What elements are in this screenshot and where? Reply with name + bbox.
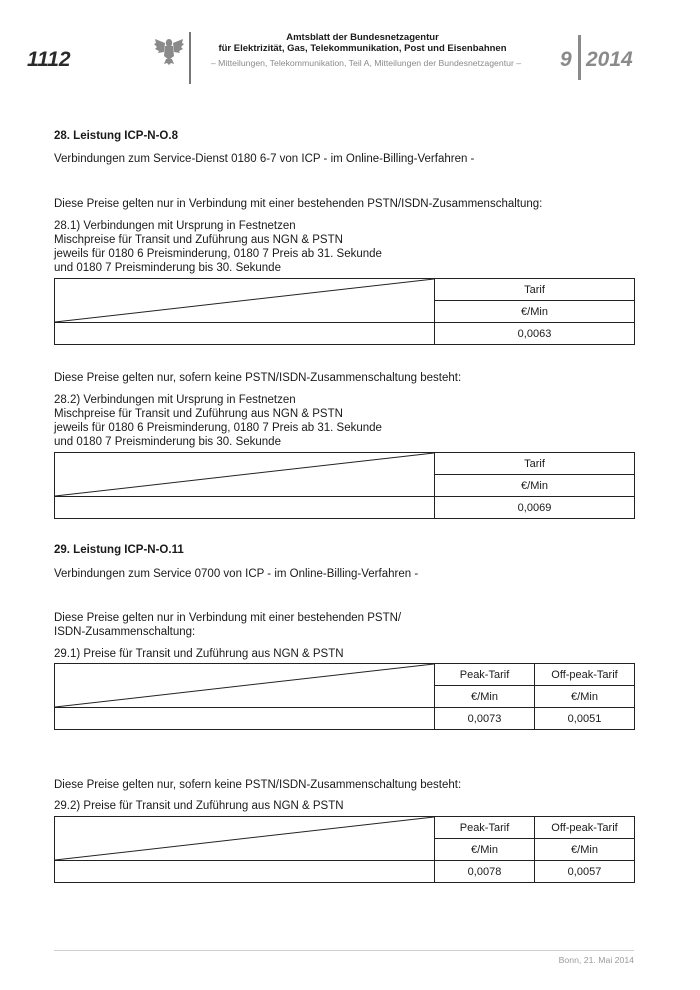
federal-eagle-icon [152, 32, 186, 66]
text-line: ISDN-Zusammenschaltung: [54, 626, 196, 638]
section29-description: Verbindungen zum Service 0700 von ICP - im Online-Billing-Verfahren - [54, 568, 419, 580]
section29-heading: 29. Leistung ICP-N-O.11 [54, 544, 184, 556]
peak-tariff-header: Peak-Tarif [435, 817, 535, 839]
section29-sub2-title: 29.2) Preise für Transit und Zuführung aus NGN & PSTN [54, 800, 344, 812]
diagonal-line [55, 664, 434, 707]
price-value: 0,0063 [435, 323, 635, 345]
journal-title-line2: für Elektrizität, Gas, Telekommunikation, Post und Eisenbahnen [218, 43, 507, 54]
text-line: jeweils für 0180 6 Preisminderung, 0180 7 Preis ab 31. Sekunde [54, 248, 382, 260]
tariff-header: Tarif [435, 279, 635, 301]
offpeak-price-value: 0,0057 [535, 861, 635, 883]
text-line: jeweils für 0180 6 Preisminderung, 0180 7 Preis ab 31. Sekunde [54, 422, 382, 434]
unit-cell: €/Min [435, 475, 635, 497]
peak-price-value: 0,0078 [435, 861, 535, 883]
text-line: und 0180 7 Preisminderung bis 30. Sekunde [54, 436, 281, 448]
price-table-29-2 [54, 816, 635, 883]
section28-note2: Diese Preise gelten nur, sofern keine PSTN/ISDN-Zusammenschaltung besteht: [54, 372, 462, 384]
diagonal-line [55, 279, 434, 322]
text-line: Mischpreise für Transit und Zuführung aus NGN & PSTN [54, 408, 343, 420]
diagonal-header-cell [55, 817, 435, 861]
diagonal-header-cell [55, 453, 435, 497]
price-table-28-2 [54, 452, 635, 519]
tariff-header: Tarif [435, 453, 635, 475]
journal-subtitle: – Mitteilungen, Telekommunikation, Teil A, Mitteilungen der Bundesnetzagentur – [210, 58, 522, 68]
section28-heading: 28. Leistung ICP-N-O.8 [54, 130, 178, 142]
peak-price-value: 0,0073 [435, 708, 535, 730]
empty-label-cell [55, 497, 435, 519]
diagonal-line [55, 817, 434, 860]
journal-title [200, 32, 525, 54]
text-line: Mischpreise für Transit und Zuführung aus NGN & PSTN [54, 234, 343, 246]
unit-cell: €/Min [435, 686, 535, 708]
empty-label-cell [55, 708, 435, 730]
section28-sub1-text [54, 219, 382, 275]
text-line: und 0180 7 Preisminderung bis 30. Sekunde [54, 262, 281, 274]
unit-cell: €/Min [535, 839, 635, 861]
text-line: 28.2) Verbindungen mit Ursprung in Festnetzen [54, 394, 296, 406]
journal-title-line1: Amtsblatt der Bundesnetzagentur [286, 32, 439, 43]
section29-sub1-title: 29.1) Preise für Transit und Zuführung aus NGN & PSTN [54, 648, 344, 660]
issue-number: 9 [560, 48, 572, 71]
offpeak-price-value: 0,0051 [535, 708, 635, 730]
issue-divider [578, 35, 581, 80]
text-line: 28.1) Verbindungen mit Ursprung in Festnetzen [54, 220, 296, 232]
section28-note1: Diese Preise gelten nur in Verbindung mit einer bestehenden PSTN/ISDN-Zusammenschaltung: [54, 198, 543, 210]
offpeak-tariff-header: Off-peak-Tarif [535, 817, 635, 839]
footer-date: Bonn, 21. Mai 2014 [558, 955, 634, 965]
page-number: 1112 [27, 48, 71, 71]
diagonal-header-cell [55, 279, 435, 323]
offpeak-tariff-header: Off-peak-Tarif [535, 664, 635, 686]
unit-cell: €/Min [535, 686, 635, 708]
issue-year: 2014 [586, 48, 633, 71]
unit-cell: €/Min [435, 301, 635, 323]
section29-note2: Diese Preise gelten nur, sofern keine PSTN/ISDN-Zusammenschaltung besteht: [54, 779, 462, 791]
unit-cell: €/Min [435, 839, 535, 861]
empty-label-cell [55, 323, 435, 345]
section28-description: Verbindungen zum Service-Dienst 0180 6-7 von ICP - im Online-Billing-Verfahren - [54, 153, 475, 165]
price-table-28-1 [54, 278, 635, 345]
diagonal-line [55, 453, 434, 496]
price-value: 0,0069 [435, 497, 635, 519]
section28-sub2-text [54, 393, 382, 449]
price-table-29-1 [54, 663, 635, 730]
diagonal-header-cell [55, 664, 435, 708]
section29-note1 [54, 611, 401, 639]
header-divider [189, 32, 191, 84]
peak-tariff-header: Peak-Tarif [435, 664, 535, 686]
footer-divider [54, 950, 634, 951]
text-line: Diese Preise gelten nur in Verbindung mit einer bestehenden PSTN/ [54, 612, 402, 624]
empty-label-cell [55, 861, 435, 883]
